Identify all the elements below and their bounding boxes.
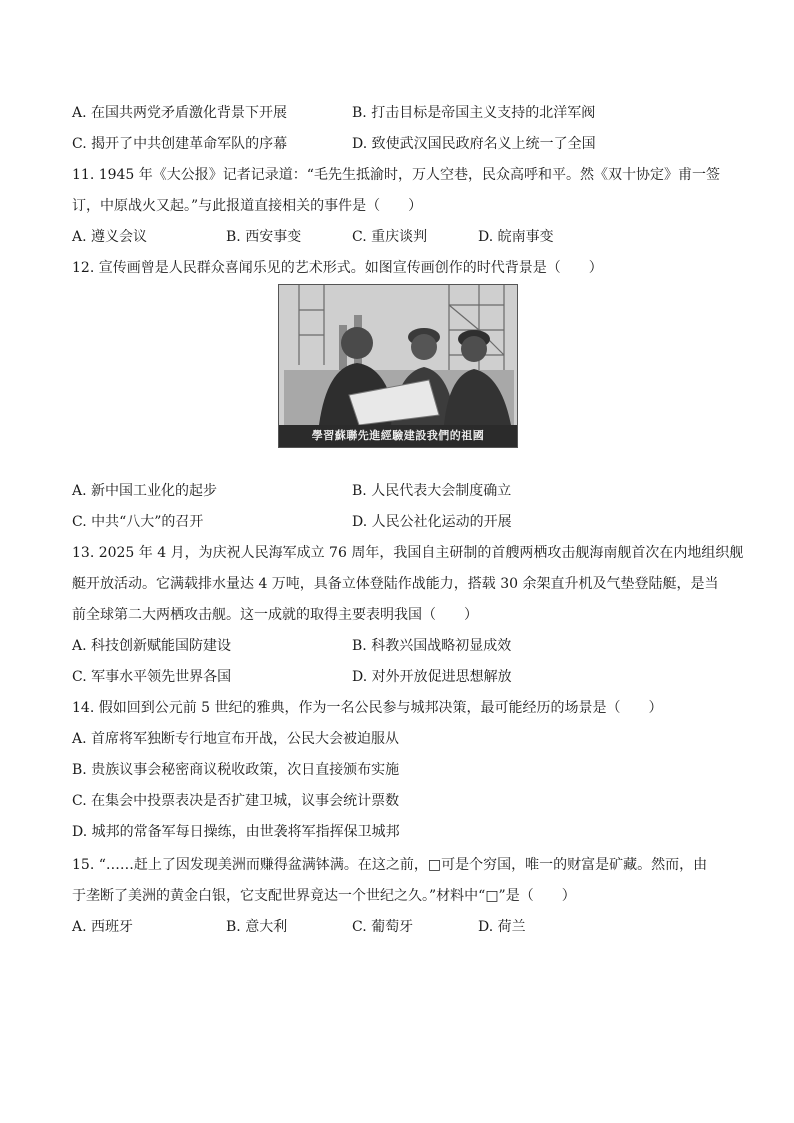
q15-option-d[interactable]: D. 荷兰 [478, 919, 526, 935]
q15-option-a[interactable]: A. 西班牙 [72, 919, 134, 935]
poster-illustration [279, 285, 517, 447]
poster-caption: 學習蘇聯先進經驗建設我們的祖國 [279, 425, 517, 447]
q12-option-d[interactable]: D. 人民公社化运动的开展 [352, 514, 512, 530]
q11-option-b[interactable]: B. 西安事变 [226, 229, 302, 245]
q13-stem-line3: 前全球第二大两栖攻击舰。这一成就的取得主要表明我国（ ） [72, 607, 478, 623]
q14-option-a[interactable]: A. 首席将军独断专行地宣布开战，公民大会被迫服从 [72, 731, 400, 747]
q12-option-c[interactable]: C. 中共“八大”的召开 [72, 514, 204, 530]
q15-option-b[interactable]: B. 意大利 [226, 919, 288, 935]
q14-option-b[interactable]: B. 贵族议事会秘密商议税收政策，次日直接颁布实施 [72, 762, 400, 778]
q11-stem-line1: 11. 1945 年《大公报》记者记录道：“毛先生抵渝时，万人空巷，民众高呼和平。然《双十协定》甫一签 [72, 167, 720, 183]
q13-option-d[interactable]: D. 对外开放促进思想解放 [352, 669, 512, 685]
q11-option-d[interactable]: D. 皖南事变 [478, 229, 554, 245]
q10-option-a[interactable]: A. 在国共两党矛盾激化背景下开展 [72, 105, 288, 121]
q15-option-c[interactable]: C. 葡萄牙 [352, 919, 414, 935]
q14-option-d[interactable]: D. 城邦的常备军每日操练，由世袭将军指挥保卫城邦 [72, 824, 400, 840]
q11-option-a[interactable]: A. 遵义会议 [72, 229, 148, 245]
propaganda-poster-image [278, 284, 518, 448]
q13-stem-line2: 艇开放活动。它满载排水量达 4 万吨，具备立体登陆作战能力，搭载 30 余架直升机及气垫登陆艇，是当 [72, 576, 719, 592]
q14-option-c[interactable]: C. 在集会中投票表决是否扩建卫城，议事会统计票数 [72, 793, 400, 809]
q13-option-b[interactable]: B. 科教兴国战略初显成效 [352, 638, 512, 654]
q15-stem-line1: 15. “……赶上了因发现美洲而赚得盆满钵满。在这之前，□可是个穷国，唯一的财富是矿藏。然而，由 [72, 857, 708, 873]
q13-stem-line1: 13. 2025 年 4 月，为庆祝人民海军成立 76 周年，我国自主研制的首艘两栖攻击舰海南舰首次在内地组织舰 [72, 545, 744, 561]
q10-option-d[interactable]: D. 致使武汉国民政府名义上统一了全国 [352, 136, 596, 152]
q12-stem: 12. 宣传画曾是人民群众喜闻乐见的艺术形式。如图宣传画创作的时代背景是（ ） [72, 260, 603, 276]
q11-stem-line2: 订，中原战火又起。”与此报道直接相关的事件是（ ） [72, 198, 423, 214]
q12-option-b[interactable]: B. 人民代表大会制度确立 [352, 483, 512, 499]
q12-option-a[interactable]: A. 新中国工业化的起步 [72, 483, 218, 499]
q10-option-c[interactable]: C. 揭开了中共创建革命军队的序幕 [72, 136, 288, 152]
q10-option-b[interactable]: B. 打击目标是帝国主义支持的北洋军阀 [352, 105, 596, 121]
q13-option-c[interactable]: C. 军事水平领先世界各国 [72, 669, 232, 685]
q14-stem: 14. 假如回到公元前 5 世纪的雅典，作为一名公民参与城邦决策，最可能经历的场景是（ ） [72, 700, 663, 716]
q15-stem-line2: 于垄断了美洲的黄金白银，它支配世界竟达一个世纪之久。”材料中“□”是（ ） [72, 888, 576, 904]
q11-option-c[interactable]: C. 重庆谈判 [352, 229, 428, 245]
q13-option-a[interactable]: A. 科技创新赋能国防建设 [72, 638, 232, 654]
